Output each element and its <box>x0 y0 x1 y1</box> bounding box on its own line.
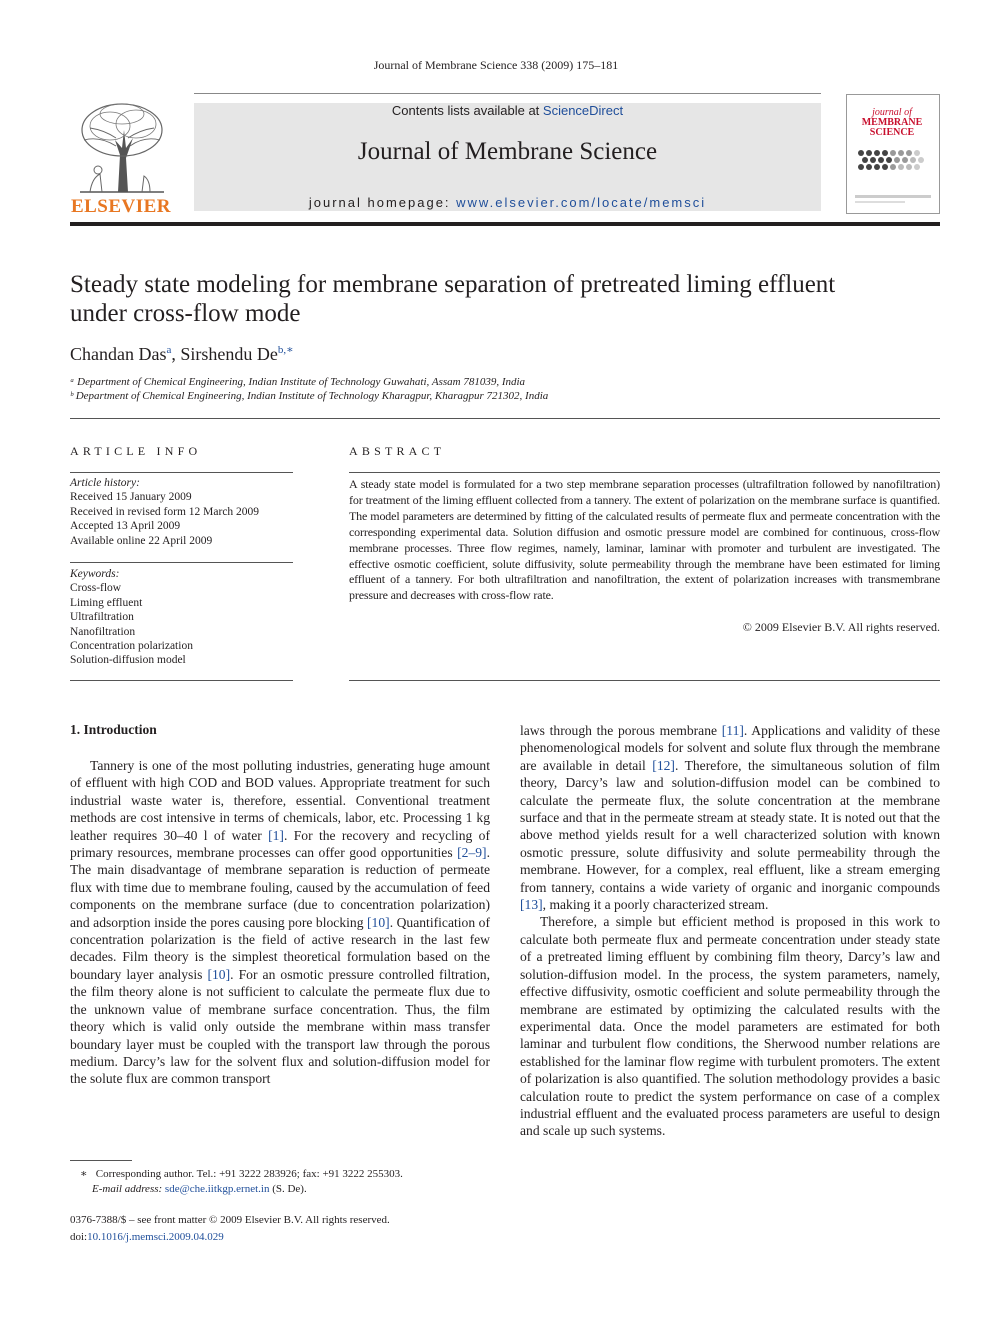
body-text: Tannery is one of the most polluting industries, generating huge amount of effluent with high COD and BOD values. Appropriate treatment for such industrial waste water is, therefore, essential. Conventional treatment methods are cost intensive in terms of chemicals, labor, etc. Processing 1 kg leather requires 30–40 l of water <box>70 758 490 843</box>
homepage-prefix: journal homepage: <box>308 195 457 210</box>
abstract-divider <box>349 680 940 681</box>
keyword: Nanofiltration <box>70 625 136 638</box>
front-matter-text: 0376-7388/$ – see front matter © 2009 Elsevier B.V. All rights reserved. <box>70 1214 390 1226</box>
body-column-right <box>520 722 940 1140</box>
affiliation-b: ᵇ Department of Chemical Engineering, Indian Institute of Technology Kharagpur, Kharagpur 721302, India <box>70 390 549 402</box>
contents-line <box>194 103 821 118</box>
citation-link[interactable]: [11] <box>721 723 744 738</box>
header-top-rule <box>194 93 821 94</box>
body-paragraph <box>70 757 490 1088</box>
footnote-email-line <box>70 1182 490 1197</box>
doi-link[interactable]: 10.1016/j.memsci.2009.04.029 <box>87 1230 224 1243</box>
footnote-contact: Corresponding author. Tel.: +91 3222 283926; fax: +91 3222 255303. <box>95 1168 403 1180</box>
abstract-copyright: © 2009 Elsevier B.V. All rights reserved. <box>742 620 940 634</box>
sciencedirect-link[interactable]: ScienceDirect <box>542 103 624 118</box>
header-divider <box>70 222 940 226</box>
body-text: . Applications and validity of these phenomenological models for solvent and solute flux through the membrane are available in detail <box>520 723 940 773</box>
keyword: Liming effluent <box>70 596 143 609</box>
body-text: . Therefore, the simultaneous solution of film theory, Darcy’s law and solution-diffusion model can be combined to calculate the permeate flux, the solute concentration at the membrane surface and that in the permeate stream at steady state. It is noted out that the above method yields result for a well characterized solution with known osmotic pressure, solute diffusivity and solute permeability through the membrane. However, for a complex, real effluent, like a stream emerging from tannery, contains a wide variety of organic and inorganic compounds <box>520 757 941 895</box>
accepted-date: Accepted 13 April 2009 <box>70 520 181 533</box>
keyword: Cross-flow <box>70 582 122 595</box>
contents-prefix: Contents lists available at <box>391 103 543 118</box>
doi-prefix: doi: <box>70 1230 88 1243</box>
corresponding-author-footnote <box>70 1167 490 1196</box>
cover-title-line2: MEMBRANE <box>861 117 923 128</box>
citation-link[interactable]: [10] <box>367 914 390 930</box>
article-title <box>70 270 940 328</box>
footnote-divider <box>70 1160 132 1161</box>
keyword: Solution-diffusion model <box>70 654 186 667</box>
abstract-divider <box>349 472 940 473</box>
journal-citation: Journal of Membrane Science 338 (2009) 175–181 <box>373 58 619 72</box>
citation-link[interactable]: [13] <box>520 897 543 913</box>
article-info-divider <box>70 472 293 473</box>
citation-link[interactable]: [1] <box>268 827 284 843</box>
journal-name: Journal of Membrane Science <box>357 138 658 165</box>
keywords <box>70 567 293 668</box>
email-label: E-mail address: <box>92 1182 163 1195</box>
author-list <box>70 343 294 365</box>
author-affiliation-marker[interactable]: a <box>166 344 172 356</box>
keyword: Concentration polarization <box>70 640 193 653</box>
article-info-divider <box>70 680 293 681</box>
cover-title-line1: journal of <box>872 107 912 118</box>
body-text: , making it a poorly characterized stream. <box>542 897 769 913</box>
revised-date: Received in revised form 12 March 2009 <box>70 505 260 518</box>
front-matter <box>70 1212 490 1245</box>
abstract-text: A steady state model is formulated for a two step membrane separation processes (ultrafiltration followed by nanofiltration) for treatment of the liming effluent collected from a tannery. The extent of polarization on the membrane surface is quantified. The model parameters are determined by fitting of the calculated results of permeate flux and permeate concentration with the corresponding experimental data. Solution diffusion and osmotic pressure model are combined for continuous, cross-flow membrane processes. Three flow regimes, namely, laminar, laminar with promoter and turbulent are investigated. The effective osmotic coefficient, solute diffusivity, solute permeability through the membrane have been estimated for liming effluent of a tannery. For both ultrafiltration and nanofiltration, the extent of polarization increases with transmembrane pressure and decreases with cross-flow rate. <box>349 477 940 603</box>
email-link[interactable]: sde@che.iitkgp.ernet.in <box>164 1182 270 1195</box>
publisher-wordmark: ELSEVIER <box>70 196 172 217</box>
body-column-left <box>70 757 490 1088</box>
body-paragraph <box>520 722 940 913</box>
author-name: Chandan Das <box>70 344 167 364</box>
article-info-heading: ARTICLE INFO <box>70 444 202 458</box>
article-info-divider <box>70 562 293 563</box>
footnote-corresponding <box>70 1167 490 1182</box>
email-suffix: (S. De). <box>269 1182 307 1195</box>
footnote-marker: ∗ <box>80 1168 88 1180</box>
journal-homepage-line <box>194 195 821 210</box>
body-text: . Quantification of concentration polarization is the field of active research in the last few decades. Film theory is the simplest theoretical formulation based on the boundary layer analysis <box>70 914 490 982</box>
citation-link[interactable]: [12] <box>652 757 675 773</box>
doi-line <box>70 1229 490 1246</box>
author-separator: , <box>171 344 181 364</box>
keyword: Ultrafiltration <box>70 611 134 624</box>
cover-title <box>848 108 936 138</box>
citation-link[interactable]: [10] <box>207 966 231 982</box>
body-paragraph: Therefore, a simple but efficient method is proposed in this work to calculate both permeate flux and permeate concentration under steady state of a pretreated liming effluent by combining film theory, Darcy’s law and solution-diffusion model. In the process, the system parameters, namely, effective diffusivity, osmotic coefficient and solute permeability through the membrane are estimated by optimizing the calculated results with the experimental data. Once the model parameters are estimated for both laminar and turbulent flow conditions, the Sherwood number relations are established for the laminar flow regime with turbulent promoters. The extent of polarization is also quantified. The solution methodology provides a basic calculation route to predict the system performance on case of a complex industrial effluent and the evaluated process parameters are useful to design and scale up such systems. <box>520 914 940 1139</box>
abstract-heading: ABSTRACT <box>349 444 446 458</box>
citation-link[interactable]: [2–9] <box>457 845 487 861</box>
body-text: . For an osmotic pressure controlled filtration, the film theory alone is not sufficient to calculate the permeate flux due to the unknown value of membrane surface concentration. Thus, the film theory which is valid only outside the membrane within mass transfer boundary layer must be coupled with the transport law through the porous medium. Darcy’s law for the solvent flux and solution-diffusion model for the solute flux are common transport <box>70 966 491 1087</box>
keywords-label: Keywords: <box>70 568 120 580</box>
received-date: Received 15 January 2009 <box>70 491 192 504</box>
author-name: Sirshendu De <box>180 344 278 364</box>
article-title-line1: Steady state modeling for membrane separation of pretreated liming effluent <box>70 271 836 298</box>
article-history <box>70 476 293 548</box>
journal-homepage-link[interactable]: www.elsevier.com/locate/memsci <box>456 195 707 210</box>
body-text: . The main disadvantage of membrane separation is reduction of permeate flux with time due to membrane fouling, caused by the accumulation of feed components on the membrane surface (due to concentration polarization) and adsorption inside the pores causing pore blocking <box>70 845 490 930</box>
affiliation-divider <box>70 418 940 419</box>
article-title-line2: under cross-flow mode <box>70 300 301 327</box>
article-history-label: Article history: <box>70 477 140 489</box>
author-affiliation-marker[interactable]: b,∗ <box>277 344 294 356</box>
body-text: . For the recovery and recycling of primary resources, membrane processes can offer good opportunities <box>70 827 490 861</box>
section-heading-introduction: 1. Introduction <box>70 722 157 737</box>
body-text: laws through the porous membrane <box>520 723 722 738</box>
affiliation-a: ᵃ Department of Chemical Engineering, Indian Institute of Technology Guwahati, Assam 781039, India <box>70 376 526 388</box>
cover-title-line3: SCIENCE <box>869 127 915 138</box>
online-date: Available online 22 April 2009 <box>70 534 213 547</box>
